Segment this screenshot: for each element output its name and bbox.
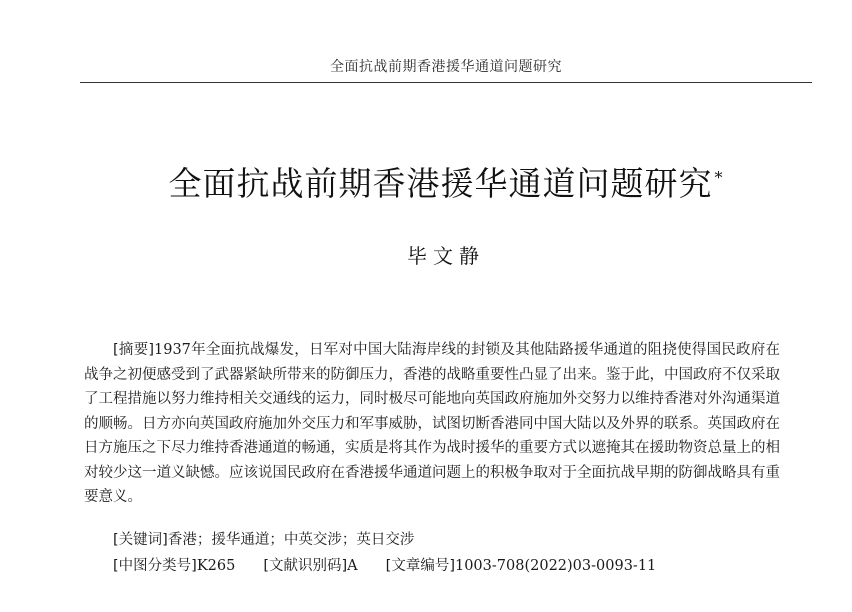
author-name: 毕文静 — [407, 244, 485, 268]
keywords-label: [关键词] — [113, 532, 168, 548]
title-footnote-mark: * — [714, 168, 724, 187]
clc-label: [中图分类号] — [113, 558, 197, 574]
keywords-line — [113, 530, 414, 550]
keywords-text: 香港；援华通道；中英交涉；英日交涉 — [167, 532, 415, 548]
clc-number — [113, 556, 235, 576]
header-rule — [80, 82, 812, 83]
article-number-value: 1003-708(2022)03-0093-11 — [454, 558, 657, 574]
document-code — [263, 556, 357, 576]
abstract-text: 1937年全面抗战爆发，日军对中国大陆海岸线的封锁及其他陆路援华通道的阻挠使得国民政府在战争之初便感受到了武器紧缺所带来的防御压力，香港的战略重要性凸显了出来。鉴于此，中国政府不仅采取了工程措施以努力维持相关交通线的运力，同时极尽可能地向英国政府施加外交努力以维持香港对外沟通渠道的顺畅。日方亦向英国政府施加外交压力和军事威胁，试图切断香港同中国大陆以及外界的联系。英国政府在日方施压之下尽力维持香港通道的畅通，实质是将其作为战时援华的重要方式以遮掩其在援助物资总量上的相对较少这一道义缺憾。应该说国民政府在香港援华通道问题上的积极争取对于全面抗战早期的防御战略具有重要意义。 — [84, 342, 780, 505]
abstract-label: [摘要] — [113, 342, 154, 358]
article-number-label: [文章编号] — [385, 558, 455, 574]
title-text: 全面抗战前期香港援华通道问题研究 — [168, 164, 713, 203]
article-title — [80, 158, 812, 205]
article-number — [386, 556, 657, 576]
document-code-label: [文献识别码] — [263, 558, 348, 574]
running-header: 全面抗战前期香港援华通道问题研究 — [330, 59, 562, 75]
abstract — [84, 338, 780, 510]
document-code-value: A — [347, 558, 358, 574]
clc-value: K265 — [196, 558, 236, 574]
classification-line — [113, 556, 656, 576]
